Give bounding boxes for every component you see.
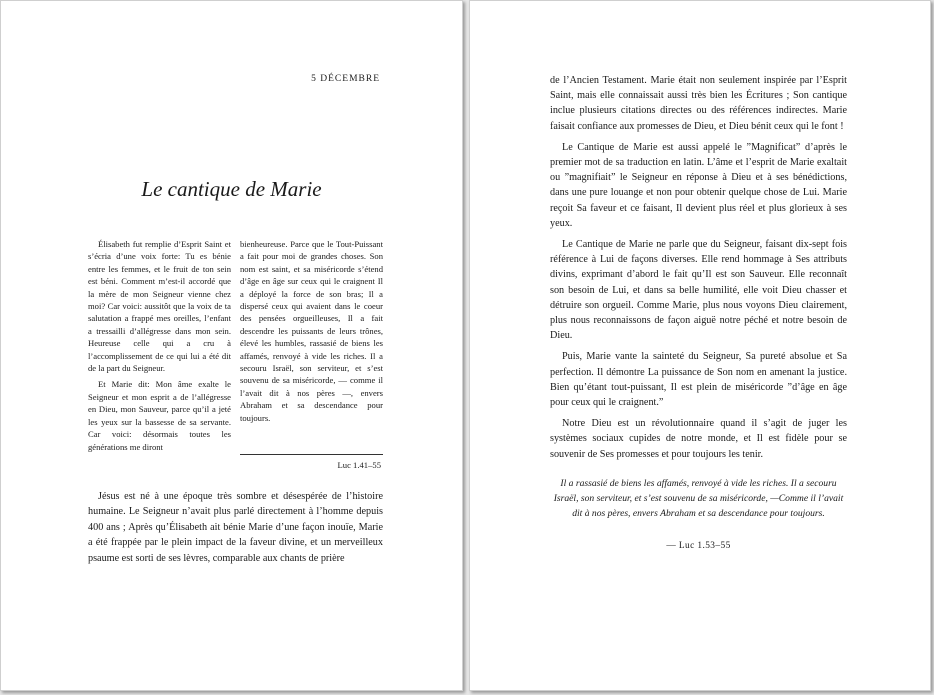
scripture-reference: Luc 1.41–55 bbox=[337, 460, 381, 470]
page-title: Le cantique de Marie bbox=[141, 177, 322, 201]
devotional-body-continued bbox=[550, 73, 847, 462]
devotional-body bbox=[88, 489, 383, 566]
body-paragraph: Le Cantique de Marie ne parle que du Seigneur, faisant dix-sept fois référence à Lui de façons diverses. Elle rend hommage à Ses attributs divins, exprimant d’abord le fait qu’Il est son Sauveur. Elle reconnaît son besoin de Lui, et dans sa belle humilité, elle voit Dieu chasser et détruire son orgueil. Comme Marie, plus nous voyons Dieu clairement, plus nous reconnaissons de façon aiguë notre péché et notre besoin de Dieu. bbox=[550, 239, 847, 342]
left-page bbox=[0, 0, 463, 691]
body-paragraph: Notre Dieu est un révolutionnaire quand il s’agit de juger les systèmes sociaux cupides de notre monde, et Il est fidèle pour se souvenir de Ses promesses et pour toujours les tenir. bbox=[550, 418, 847, 460]
pull-quote: Il a rassasié de biens les affamés, renvoyé à vide les riches. Il a secouru Israël, son serviteur, et s’est souvenu de sa miséricorde, —Comme il l’avait dit à nos pères, envers Abraham et sa descendance pour toujours. bbox=[553, 478, 844, 519]
right-page bbox=[469, 0, 931, 691]
page-date: 5 DÉCEMBRE bbox=[311, 74, 380, 84]
scripture-column-left bbox=[88, 238, 231, 453]
body-paragraph: de l’Ancien Testament. Marie était non seulement inspirée par l’Esprit Saint, mais elle connaissait aussi très bien les Écritures ; Son cantique inclue plusieurs citations directes ou des références indirectes. Marie faisait confiance aux promesses de Dieu, et Dieu bénit ceux qui le font ! bbox=[550, 75, 847, 132]
scripture-paragraph: bienheureuse. Parce que le Tout-Puissant a fait pour moi de grandes choses. Son nom est saint, et sa miséricorde s’étend d’âge en âge sur ceux qui le craignent Il a déployé la force de son bras; Il a dispersé ceux qui avaient dans le coeur des pensées orgueilleuses, Il a fait descendre les puissants de leurs trônes, élevé les humbles, rassasié de biens les affamés, renvoyé à vide les riches. Il a secouru Israël, son serviteur, et s’est souvenu de sa miséricorde, — comme il l’avait dit à nos pères —, envers Abraham et sa descendance pour toujours. bbox=[240, 239, 383, 423]
scripture-paragraph: Et Marie dit: Mon âme exalte le Seigneur et mon esprit a de l’allégresse en Dieu, mon Sauveur, parce qu’il a jeté les yeux sur la bassesse de sa servante. Car voici: désormais toutes les générations me diront bbox=[88, 379, 231, 452]
pull-quote-reference: — Luc 1.53–55 bbox=[666, 541, 731, 551]
scripture-paragraph: Élisabeth fut remplie d’Esprit Saint et s’écria d’une voix forte: Tu es bénie entre les femmes, et le fruit de ton sein est béni. Comment m’est-il accordé que la mère de mon Seigneur vienne chez moi? Car voici: aussitôt que la voix de ta salutation a frappé mes oreilles, l’enfant a tressailli d’allégresse dans mon sein. Heureuse celle qui a cru à l’accomplissement de ce qui lui a été dit de la part du Seigneur. bbox=[88, 239, 231, 374]
scripture-divider bbox=[240, 454, 383, 455]
body-paragraph: Puis, Marie vante la sainteté du Seigneur, Sa pureté absolue et Sa perfection. Il démontre La puissance de Son nom en amenant la justice. Bien qu’étant tout-puissant, Il est plein de miséricorde ”d’âge en âge pour ceux qui le craignent.” bbox=[550, 351, 847, 409]
body-paragraph: Jésus est né à une époque très sombre et désespérée de l’histoire humaine. Le Seigneur n’avait plus parlé directement à l’homme depuis 400 ans ; Après qu’Élisabeth ait bénie Marie d’une façon inouïe, Marie a été frappée par le plein impact de la faveur divine, et un merveilleux psaume est sorti de ses lèvres, comparable aux chants de prière bbox=[88, 491, 383, 564]
body-paragraph: Le Cantique de Marie est aussi appelé le ”Magnificat” d’après le premier mot de sa traduction en latin. L’âme et l’esprit de Marie exaltait ou ”magnifiait” le Seigneur en réponse à Dieu et à ses bénédictions, dans une pure louange et non pour obtenir quelque chose de Lui. Marie reçoit Sa faveur et ce faisant, Il devient plus réel et plus glorieux à ses yeux. bbox=[550, 141, 847, 229]
scripture-column-right bbox=[240, 238, 383, 424]
